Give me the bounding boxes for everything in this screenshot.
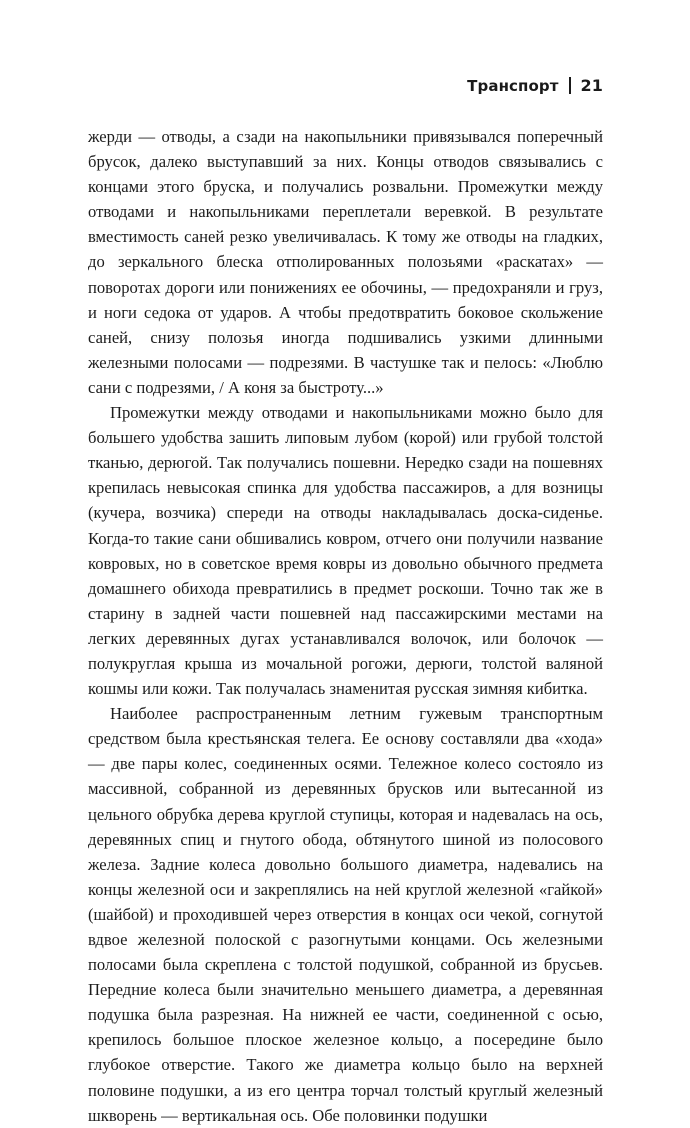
header-separator bbox=[569, 77, 571, 94]
body-text bbox=[88, 124, 603, 1128]
running-header bbox=[467, 76, 603, 95]
paragraph: Промежутки между отводами и накопыльниками можно было для большего удобства зашить липовым лубом (корой) или грубой толстой тканью, дерюгой. Так получались пошевни. Нередко сзади на пошевнях крепилась невысокая спинка для удобства пассажиров, а для возницы (кучера, возчика) спереди на отводы накладывалась доска-сиденье. Когда-то такие сани обшивались ковром, отчего они получили название ковровых, но в советское время ковры из довольно обычного предмета домашнего обихода превратились в предмет роскоши. Точно так же в старину в задней части пошевней над пассажирскими местами на легких деревянных дугах устанавливался волочок, или болочок — полукруглая крыша из мочальной рогожи, дерюги, толстой валяной кошмы или кожи. Так получалась знаменитая русская зимняя кибитка. bbox=[88, 403, 603, 699]
section-title: Транспорт bbox=[467, 76, 559, 95]
paragraph: Наиболее распространенным летним гужевым транспортным средством была крестьянская телега. Ее основу составляли два «хода» — две пары колес, соединенных осями. Тележное колесо состояло из массивной, собранной из деревянных брусков или вытесанной из цельного обрубка дерева круглой ступицы, которая и надевалась на ось, деревянных спиц и гнутого обода, обтянутого шиной из полосового железа. Задние колеса довольно большого диаметра, надевались на концы железной оси и закреплялись на ней круглой железной «гайкой» (шайбой) и проходившей через отверстия в концах оси чекой, согнутой вдвое железной полоской с разогнутыми концами. Ось железными полосами была скреплена с толстой подушкой, собранной из брусьев. Передние колеса были значительно меньшего диаметра, а деревянная подушка была разрезная. На нижней ее части, соединенной с осью, крепилось большое плоское железное кольцо, а посередине было глубокое отверстие. Такого же диаметра кольцо было на верхней половине подушки, а из его центра торчал толстый круглый железный шкворень — вертикальная ось. Обе половинки подушки bbox=[88, 704, 603, 1125]
paragraph-continued: жерди — отводы, а сзади на накопыльники привязывался поперечный брусок, далеко выступавший за них. Концы отводов связывались с концами этого бруска, и получались розвальни. Промежутки между отводами и накопыльниками переплетали веревкой. В результате вместимость саней резко увеличивалась. К тому же отводы на гладких, до зеркального блеска отполированных полозьями «раскатах» — поворотах дороги или понижениях ее обочины, — предохраняли и груз, и ноги седока от ударов. А чтобы предотвратить боковое скольжение саней, снизу полозья иногда подшивались узкими длинными железными полосами — подрезями. В частушке так и пелось: «Люблю сани с подрезями, / А коня за быстроту...» bbox=[88, 127, 603, 397]
page-number: 21 bbox=[580, 76, 603, 95]
